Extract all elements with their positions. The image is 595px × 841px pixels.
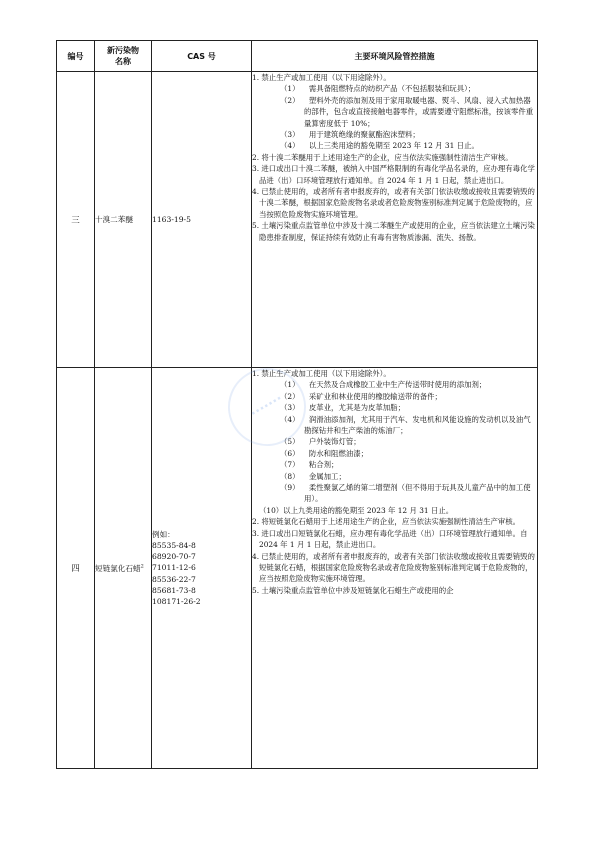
- measure-item: （4） 润滑油添加剂，尤其用于汽车、发电机和风能设施的发动机以及油气勘探钻井和生产柴油的炼油厂；: [280, 414, 531, 436]
- table-row: [57, 72, 538, 368]
- cas-line: 68920-70-7: [152, 552, 196, 562]
- header-num: 编号: [57, 41, 95, 72]
- measure-item: （9） 柔性聚氯乙烯的第二增塑剂（但不得用于玩具及儿童产品中的加工使用）。: [280, 483, 531, 504]
- row-num: 四: [57, 368, 95, 769]
- measure-item: （3） 皮革业，尤其是为皮革加脂；: [280, 403, 405, 413]
- measure-item: 1. 禁止生产或加工使用（以下用途除外）。: [252, 369, 391, 378]
- measure-item: （3） 用于建筑绝缘的聚氨酯泡沫塑料；: [280, 130, 420, 140]
- measure-item: 2. 将十溴二苯醚用于上述用途生产的企业，应当依法实施强制性清洁生产审核。: [252, 152, 513, 162]
- cas-line: 108171-26-2: [152, 597, 201, 606]
- measure-item: （8） 金属加工；: [280, 471, 346, 481]
- measure-item: （1） 需具备阻燃特点的纺织产品（不包括服装和玩具）；: [280, 84, 476, 94]
- measure-item: 3. 进口或出口短链氯化石蜡，应办理有毒化学品进（出）口环境管理放行通知单。自 2024 年 1 月 1 日起，禁止进出口。: [252, 528, 528, 550]
- cas-number: 1163-19-5: [152, 72, 252, 368]
- pollutant-name-text: 短链氯化石蜡: [95, 563, 141, 573]
- measures-cell: [252, 72, 538, 368]
- header-cas: CAS 号: [152, 41, 252, 72]
- measure-item: 5. 土壤污染重点监管单位中涉及十溴二苯醚生产或使用的企业，应当依法建立土壤污染隐患排查制度，保证持续有效防止有毒有害物质渗漏、流失、扬散。: [252, 221, 535, 242]
- cas-line: 例如：: [152, 529, 175, 539]
- cas-line: 71011-12-6: [152, 563, 196, 573]
- cas-line: 85536-22-7: [152, 574, 196, 584]
- cas-line: 85681-73-8: [152, 585, 196, 595]
- measure-item: （2） 塑料外壳的添加剂及用于家用取暖电器、熨斗、风扇、浸入式加热器的部件，包含或直接接触电器零件，或需要遵守阻燃标准，按该零件重量算密度低于 10%；: [280, 95, 534, 128]
- measure-item: （5） 户外装饰灯管；: [280, 437, 361, 447]
- measure-item: 3. 进口或出口十溴二苯醚，被纳入中国严格限制的有毒化学品名录的，应办理有毒化学品进（出）口环境管理放行通知单。自 2024 年 1 月 1 日起，禁止进出口。: [252, 164, 535, 185]
- watermark-logo: ·······: [214, 354, 321, 461]
- row-num: 三: [57, 72, 95, 368]
- measure-item: （2） 采矿业和林业使用的橡胶输送带的备件；: [280, 391, 442, 401]
- header-measures: 主要环境风险管控措施: [252, 41, 538, 72]
- measure-item: （1） 在天然及合成橡胶工业中生产传送带时使用的添加剂；: [280, 380, 487, 390]
- measure-item: （7） 粘合剂；: [280, 460, 339, 470]
- measure-item: 2. 将短链氯化石蜡用于上述用途生产的企业，应当依法实施强制性清洁生产审核。: [252, 517, 521, 527]
- measure-item: 5. 土壤污染重点监管单位中涉及短链氯化石蜡生产或使用的企: [252, 585, 454, 595]
- pollutant-name: 十溴二苯醚: [95, 72, 152, 368]
- measure-item: 4. 已禁止使用的，或者所有者申报废弃的，或者有关部门依法收缴或接收且需要销毁的短链氯化石蜡，根据国家危险废物名录或者危险废物鉴别标准判定属于危险废物的，应当按照危险废物实施环境管理。: [252, 551, 535, 584]
- header-name: 新污染物 名称: [95, 41, 152, 72]
- cas-line: 85535-84-8: [152, 540, 196, 550]
- measure-item: （6） 防水和阻燃油漆；: [280, 448, 369, 458]
- pollutant-name: [95, 368, 152, 769]
- footnote-marker: 2: [140, 562, 144, 569]
- measure-item: （10）以上九类用途的豁免期至 2023 年 12 月 31 日止。: [259, 505, 454, 515]
- measure-item: 1. 禁止生产或加工使用（以下用途除外）。: [252, 73, 391, 82]
- measure-item: 4. 已禁止使用的，或者所有者申报废弃的，或者有关部门依法收缴或接收且需要销毁的十溴二苯醚，根据国家危险废物名录或者危险废物鉴别标准判定属于危险废物的，应当按照危险废物实施环境管理。: [252, 187, 535, 219]
- measure-item: （4） 以上三类用途的豁免期至 2023 年 12 月 31 日止。: [280, 141, 479, 151]
- header-row: [57, 41, 538, 72]
